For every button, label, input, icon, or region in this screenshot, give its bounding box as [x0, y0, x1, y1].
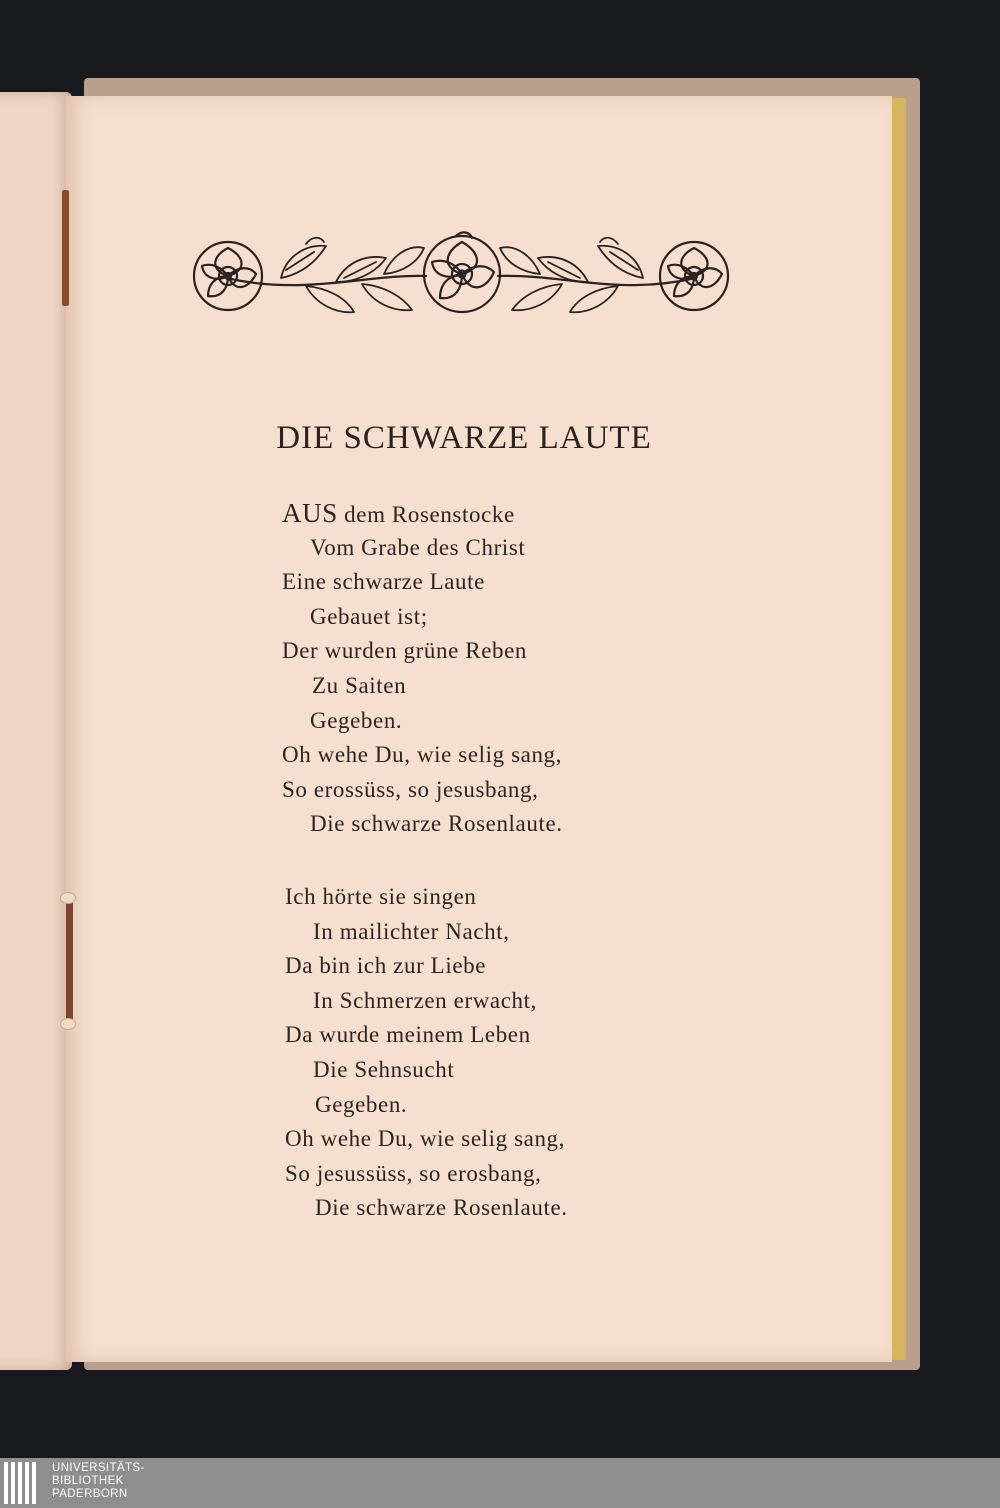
poem-line: Da bin ich zur Liebe [285, 953, 487, 979]
binding-stitch-bottom [66, 898, 73, 1028]
binding-stitch-top [62, 190, 69, 306]
rose-left [194, 242, 262, 310]
stanza-1 [282, 496, 563, 842]
poem-line: In Schmerzen erwacht, [313, 987, 537, 1013]
poem-line [282, 496, 563, 531]
poem-line: Zu Saiten [312, 672, 407, 698]
library-name-line: PADERBORN [52, 1488, 128, 1500]
drop-cap-word: AUS [282, 498, 338, 528]
floral-vignette-icon [186, 226, 738, 326]
poem-line: Die schwarze Rosenlaute. [310, 811, 563, 837]
poem-title: DIE SCHWARZE LAUTE [276, 420, 652, 456]
binding-knot [60, 892, 76, 904]
library-logo-icon [4, 1462, 42, 1504]
poem-line: So erossüss, so jesusbang, [282, 776, 539, 802]
poem-line: Eine schwarze Laute [282, 569, 485, 595]
rose-right [660, 242, 728, 310]
library-name-line: UNIVERSITÄTS- [52, 1462, 145, 1474]
poem-line-text: dem Rosenstocke [337, 502, 515, 527]
poem-line: Oh wehe Du, wie selig sang, [285, 1126, 566, 1152]
library-name [52, 1462, 145, 1501]
poem-line: Gebauet ist; [310, 603, 428, 629]
library-name-line: BIBLIOTHEK [52, 1475, 124, 1487]
poem-line: In mailichter Nacht, [313, 918, 510, 944]
poem-line: Oh wehe Du, wie selig sang, [282, 742, 563, 768]
poem-line: Da wurde meinem Leben [285, 1022, 531, 1048]
poem-line: Die Sehnsucht [313, 1056, 455, 1082]
poem-line: Ich hörte sie singen [285, 884, 477, 909]
rose-center [424, 232, 500, 312]
library-footer [0, 1458, 1000, 1508]
poem-line: So jesussüss, so erosbang, [285, 1160, 542, 1186]
binding-knot [60, 1018, 76, 1030]
poem-line: Gegeben. [315, 1091, 408, 1117]
poem-line: Der wurden grüne Reben [282, 638, 528, 664]
poem-line: Die schwarze Rosenlaute. [315, 1195, 568, 1221]
poem-line: Vom Grabe des Christ [310, 534, 526, 560]
poem-line: Gegeben. [310, 707, 403, 733]
stanza-2 [285, 880, 568, 1226]
